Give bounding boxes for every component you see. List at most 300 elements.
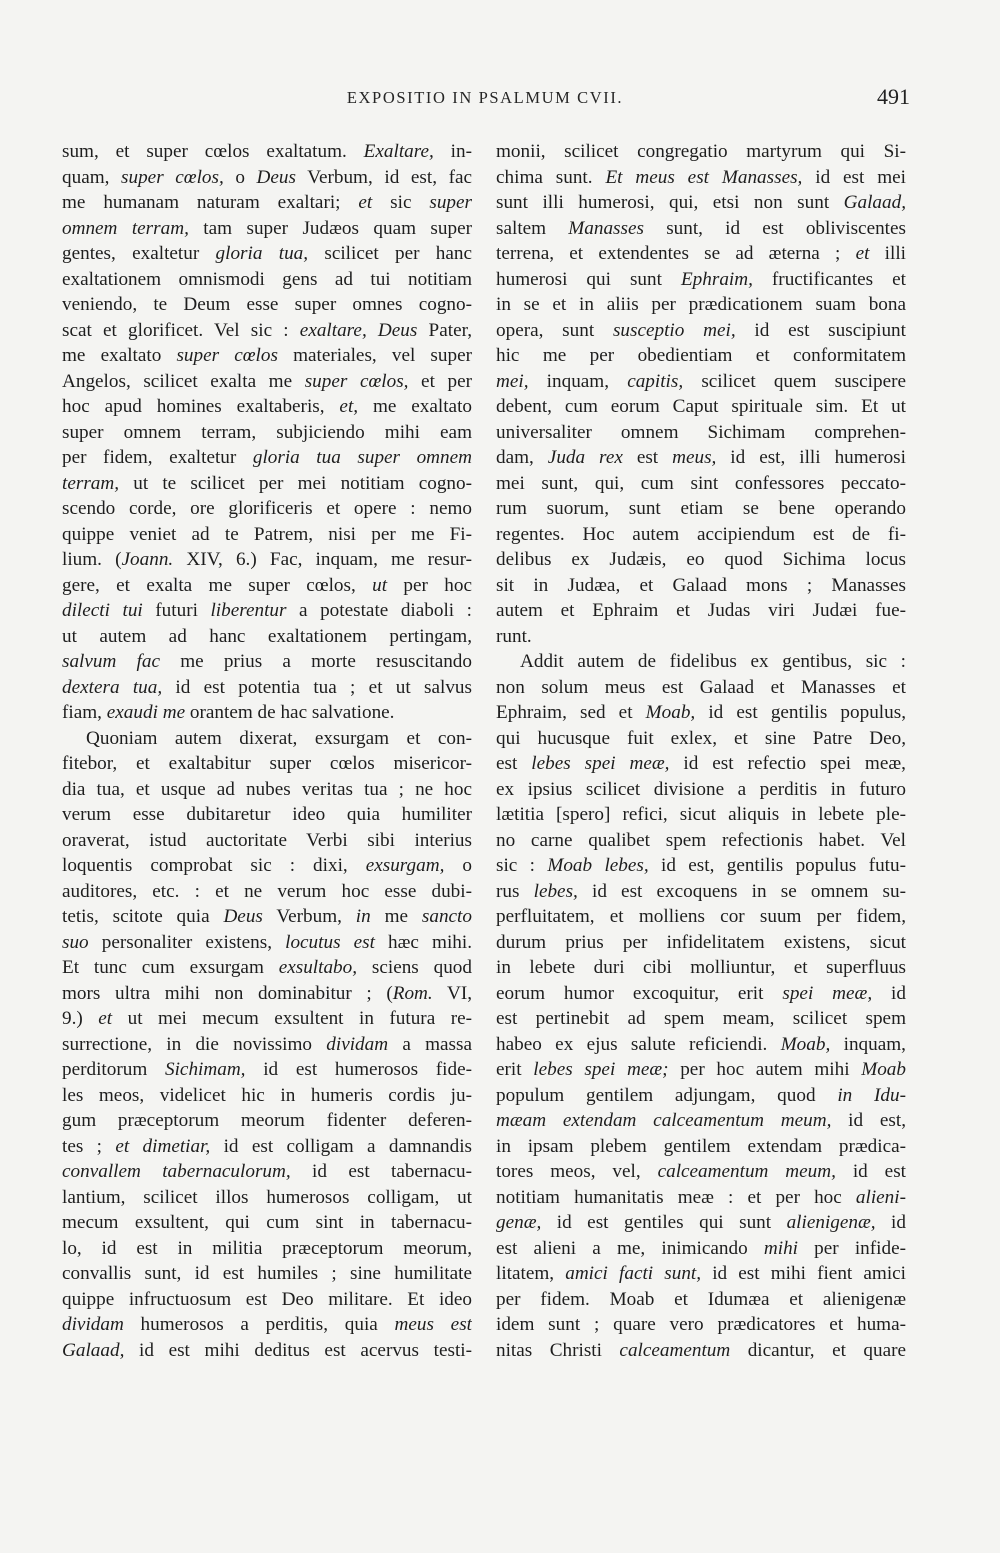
text-line bbox=[496, 216, 906, 242]
italic-text: Galaad, bbox=[62, 1339, 125, 1361]
text-line bbox=[496, 267, 906, 293]
italic-text: et bbox=[855, 243, 870, 264]
text-segment: lo, id est in militia præceptorum meorum, bbox=[62, 1237, 472, 1259]
running-title: EXPOSITIO IN PSALMUM CVII. bbox=[346, 88, 624, 107]
italic-text: genæ, bbox=[496, 1212, 542, 1233]
text-segment: debent, cum eorum Caput spirituale sim. Et ut bbox=[496, 396, 906, 417]
text-segment: id est gentiles qui sunt bbox=[541, 1212, 787, 1233]
text-segment: id est bbox=[835, 1161, 906, 1182]
text-segment: regentes. Hoc autem accipiendum est de fi- bbox=[496, 523, 906, 545]
text-segment: materiales, vel super bbox=[277, 345, 472, 366]
text-segment: personaliter existens, bbox=[88, 931, 286, 953]
text-segment: id bbox=[872, 982, 906, 1004]
italic-text: Sichimam, bbox=[165, 1059, 246, 1080]
text-line bbox=[496, 420, 906, 446]
text-segment: orantem de hac salvatione. bbox=[185, 702, 395, 723]
text-line bbox=[62, 343, 472, 369]
text-line bbox=[496, 190, 906, 216]
italic-text: meus, bbox=[672, 447, 717, 468]
text-segment: id est gentilis populus, bbox=[695, 702, 906, 723]
text-segment: scilicet quem suscipere bbox=[683, 370, 906, 392]
text-segment: populum gentilem adjungam, quod bbox=[496, 1084, 838, 1106]
italic-text: convallem tabernaculorum, bbox=[62, 1161, 291, 1182]
text-segment: humerosos a perditis, quia bbox=[123, 1314, 395, 1335]
text-segment: ut te scilicet per mei notitiam cogno- bbox=[119, 472, 472, 494]
text-line bbox=[496, 598, 906, 624]
text-line bbox=[62, 1261, 472, 1287]
text-segment: autem et Ephraim et Judas viri Judæi fue- bbox=[496, 600, 906, 621]
text-segment: me exaltato bbox=[358, 396, 472, 417]
text-line bbox=[496, 165, 906, 191]
text-segment: Verbum, bbox=[262, 906, 356, 927]
italic-text: exsurgam, bbox=[365, 855, 445, 876]
text-segment: id est mihi deditus est acervus testi- bbox=[124, 1339, 472, 1361]
text-segment: Addit autem de fidelibus ex gentibus, sic : bbox=[520, 651, 906, 672]
italic-text: alienigenæ, bbox=[786, 1212, 876, 1233]
text-line bbox=[496, 802, 906, 828]
text-segment: illi bbox=[869, 243, 906, 264]
text-line bbox=[496, 343, 906, 369]
text-segment: qui hucusque fuit exlex, et sine Patre Deo, bbox=[496, 727, 906, 749]
italic-text: sancto bbox=[421, 906, 472, 927]
text-segment: sunt, id est obliviscentes bbox=[643, 217, 906, 239]
italic-text: dilecti tui bbox=[62, 600, 143, 621]
text-segment: Et tunc cum exsurgam bbox=[62, 957, 279, 978]
page-number: 491 bbox=[877, 84, 910, 109]
text-segment: verum esse dubitaretur ideo quia humiliter bbox=[62, 804, 472, 825]
italic-text: super cœlos, bbox=[304, 370, 409, 392]
text-segment: hæc mihi. bbox=[374, 931, 472, 953]
text-line bbox=[496, 879, 906, 905]
text-segment: surrectione, in die novissimo bbox=[62, 1033, 327, 1055]
text-segment: id est, illi humerosi bbox=[716, 447, 906, 468]
text-segment: sunt illi humerosi, qui, etsi non sunt bbox=[496, 192, 844, 213]
italic-text: meus est bbox=[394, 1314, 472, 1335]
italic-text: Deus bbox=[256, 166, 296, 188]
italic-text: lebes spei meæ; bbox=[533, 1059, 669, 1080]
text-line bbox=[496, 675, 906, 701]
text-segment: super omnem terram, subjiciendo mihi eam bbox=[62, 421, 472, 443]
text-line bbox=[62, 598, 472, 624]
text-segment: gum præceptorum meorum fidenter deferen- bbox=[62, 1110, 472, 1131]
italic-text: capitis, bbox=[627, 370, 684, 392]
text-line bbox=[496, 700, 906, 726]
text-line bbox=[62, 828, 472, 854]
italic-text: dividam bbox=[62, 1314, 124, 1335]
text-segment: loquentis comprobat sic : dixi, bbox=[62, 855, 366, 876]
italic-text: Et meus est Manasses, bbox=[605, 166, 803, 188]
italic-text: Deus bbox=[223, 906, 263, 927]
text-segment: est bbox=[496, 753, 532, 774]
text-line bbox=[496, 139, 906, 165]
italic-text: Manasses bbox=[568, 217, 644, 239]
italic-text: exaltare, Deus bbox=[299, 319, 418, 341]
text-line bbox=[62, 1338, 472, 1364]
text-line bbox=[62, 981, 472, 1007]
text-line bbox=[62, 139, 472, 165]
text-line bbox=[62, 318, 472, 344]
text-segment: lium. ( bbox=[62, 549, 122, 570]
text-line bbox=[496, 930, 906, 956]
italic-text: super cœlos, bbox=[121, 166, 224, 188]
text-line bbox=[496, 1108, 906, 1134]
text-line bbox=[496, 394, 906, 420]
text-segment: me bbox=[370, 906, 422, 927]
text-segment: id est, bbox=[831, 1110, 906, 1131]
italic-text: susceptio mei, bbox=[612, 319, 736, 341]
text-segment: veniendo, te Deum esse super omnes cogno- bbox=[62, 294, 472, 315]
text-line bbox=[62, 522, 472, 548]
text-segment: universaliter omnem Sichimam comprehen- bbox=[496, 421, 906, 443]
text-line bbox=[62, 751, 472, 777]
text-segment: hic me per obedientiam et conformitatem bbox=[496, 345, 906, 366]
text-line bbox=[496, 496, 906, 522]
text-line bbox=[496, 573, 906, 599]
italic-text: liberentur bbox=[210, 600, 287, 621]
text-segment: chima sunt. bbox=[496, 166, 606, 188]
text-column-left bbox=[62, 139, 472, 1363]
text-segment: in- bbox=[433, 141, 472, 162]
italic-text: in Idu- bbox=[837, 1084, 906, 1106]
italic-text: Joann. bbox=[121, 549, 174, 570]
text-segment: sic : bbox=[496, 855, 548, 876]
italic-text: lebes, bbox=[533, 880, 578, 902]
text-line bbox=[62, 1185, 472, 1211]
text-line bbox=[496, 624, 906, 650]
text-line bbox=[62, 445, 472, 471]
text-segment: id est refectio spei meæ, bbox=[669, 753, 906, 774]
text-segment: quippe veniet ad te Patrem, nisi per me Fi- bbox=[62, 523, 472, 545]
text-line bbox=[496, 471, 906, 497]
text-segment: a potestate diaboli : bbox=[286, 600, 472, 621]
text-segment: XIV, 6.) Fac, inquam, me resur- bbox=[173, 549, 472, 570]
text-line bbox=[496, 1236, 906, 1262]
italic-text: et dimetiar, bbox=[115, 1135, 211, 1157]
text-line bbox=[496, 1287, 906, 1313]
italic-text: Ephraim, bbox=[680, 268, 753, 290]
text-segment: gentes, exaltetur bbox=[62, 243, 216, 264]
text-line bbox=[62, 292, 472, 318]
text-line bbox=[62, 879, 472, 905]
text-line bbox=[496, 981, 906, 1007]
text-segment: dia tua, et usque ad nubes veritas tua ; ne hoc bbox=[62, 778, 472, 800]
italic-text: spei meæ, bbox=[782, 982, 873, 1004]
text-segment: non solum meus est Galaad et Manasses et bbox=[496, 676, 906, 698]
text-line bbox=[62, 1210, 472, 1236]
text-segment: fructificantes et bbox=[752, 268, 906, 290]
text-segment: per infide- bbox=[798, 1237, 906, 1259]
text-line bbox=[62, 573, 472, 599]
text-segment: futuri bbox=[142, 600, 211, 621]
text-segment: convallis sunt, id est humiles ; sine humilitate bbox=[62, 1263, 472, 1284]
text-segment: gere, et exalta me super cœlos, bbox=[62, 574, 373, 596]
text-line bbox=[62, 471, 472, 497]
italic-text: super bbox=[429, 192, 472, 213]
italic-text: mæam extendam calceamentum meum, bbox=[496, 1110, 832, 1131]
text-segment: quam, bbox=[62, 166, 122, 188]
text-line bbox=[62, 420, 472, 446]
text-line bbox=[62, 1287, 472, 1313]
text-segment: idem sunt ; quare vero prædicatores et huma- bbox=[496, 1314, 906, 1335]
text-segment: sit in Judæa, et Galaad mons ; Manasses bbox=[496, 574, 906, 596]
text-segment: per fidem. Moab et Idumæa et alienigenæ bbox=[496, 1288, 906, 1310]
text-segment: tetis, scitote quia bbox=[62, 906, 224, 927]
text-line bbox=[496, 1006, 906, 1032]
text-segment: inquam, bbox=[528, 370, 628, 392]
text-segment: sum, et super cœlos exaltatum. bbox=[62, 141, 364, 162]
italic-text: salvum fac bbox=[62, 651, 160, 672]
italic-text: Galaad, bbox=[843, 192, 906, 213]
text-segment: delibus ex Judæis, eo quod Sichima locus bbox=[496, 549, 906, 570]
italic-text: dextera tua, bbox=[62, 676, 163, 698]
text-segment: mors ultra mihi non dominabitur ; ( bbox=[62, 982, 393, 1004]
text-segment: VI, bbox=[432, 982, 472, 1004]
text-line bbox=[62, 1159, 472, 1185]
text-segment: sciens quod bbox=[357, 957, 472, 978]
text-segment: Quoniam autem dixerat, exsurgam et con- bbox=[86, 727, 472, 749]
running-head bbox=[60, 84, 910, 114]
italic-text: dividam bbox=[326, 1033, 389, 1055]
italic-text: calceamentum bbox=[619, 1339, 731, 1361]
text-line bbox=[62, 930, 472, 956]
text-line bbox=[62, 496, 472, 522]
text-line bbox=[496, 1032, 906, 1058]
text-segment: hoc apud homines exaltaberis, bbox=[62, 396, 340, 417]
text-line bbox=[496, 1338, 906, 1364]
text-segment: habeo ex ejus salute reficiendi. bbox=[496, 1033, 781, 1055]
text-segment: per hoc bbox=[387, 574, 472, 596]
text-segment: me humanam naturam exaltari; bbox=[62, 192, 359, 213]
text-segment: id est tabernacu- bbox=[290, 1161, 472, 1182]
text-segment: terrena, et extendentes se ad æterna ; bbox=[496, 243, 856, 264]
text-segment: per hoc autem mihi bbox=[668, 1059, 862, 1080]
text-line bbox=[496, 1057, 906, 1083]
text-segment: lætitia [spero] refici, sicut aliquis in lebete ple- bbox=[496, 804, 906, 825]
italic-text: mihi bbox=[763, 1237, 798, 1259]
text-line bbox=[62, 853, 472, 879]
italic-text: Juda rex bbox=[547, 447, 623, 468]
italic-text: exaudi me bbox=[106, 702, 186, 723]
text-segment: no carne qualibet spem refectionis habet. Vel bbox=[496, 829, 906, 851]
text-line bbox=[496, 1312, 906, 1338]
text-line bbox=[496, 751, 906, 777]
text-line bbox=[62, 1236, 472, 1262]
italic-text: in bbox=[355, 906, 371, 927]
italic-text: terram, bbox=[62, 472, 120, 494]
text-segment: in lebete duri cibi molliuntur, et superfluus bbox=[496, 957, 906, 978]
text-segment: runt. bbox=[496, 625, 532, 647]
text-line bbox=[62, 1006, 472, 1032]
text-line bbox=[496, 318, 906, 344]
italic-text: calceamentum meum, bbox=[657, 1161, 836, 1182]
text-segment: mecum exsultent, qui cum sint in tabernacu- bbox=[62, 1212, 472, 1233]
italic-text: Moab bbox=[861, 1059, 906, 1080]
italic-text: gloria tua super omnem bbox=[252, 447, 472, 468]
text-segment: id est mei bbox=[802, 166, 906, 188]
italic-text: Exaltare, bbox=[363, 141, 434, 162]
text-segment: les meos, videlicet hic in humeris cordis ju- bbox=[62, 1084, 472, 1106]
text-segment: est bbox=[622, 447, 673, 468]
text-segment: oraverat, istud auctoritate Verbi sibi interius bbox=[62, 829, 472, 851]
text-segment: in ipsam plebem gentilem extendam prædica- bbox=[496, 1135, 906, 1157]
text-segment: ex ipsius scilicet divisione a perditis in futuro bbox=[496, 778, 906, 800]
text-segment: id bbox=[875, 1212, 906, 1233]
text-segment: per fidem, exaltetur bbox=[62, 447, 253, 468]
italic-text: alieni- bbox=[855, 1186, 906, 1208]
text-line bbox=[62, 649, 472, 675]
italic-text: mei, bbox=[496, 370, 529, 392]
italic-text: Moab lebes, bbox=[547, 855, 649, 876]
text-column-right bbox=[496, 139, 906, 1363]
text-segment: 9.) bbox=[62, 1008, 99, 1029]
italic-text: gloria tua, bbox=[215, 243, 309, 264]
text-segment: opera, sunt bbox=[496, 319, 613, 341]
text-segment: Ephraim, sed et bbox=[496, 702, 646, 723]
text-line bbox=[496, 445, 906, 471]
italic-text: et bbox=[98, 1008, 113, 1029]
text-line bbox=[62, 165, 472, 191]
text-segment: est alieni a me, inimicando bbox=[496, 1237, 764, 1259]
text-line bbox=[496, 649, 906, 675]
text-line bbox=[496, 1159, 906, 1185]
italic-text: lebes spei meæ, bbox=[531, 753, 670, 774]
text-segment: saltem bbox=[496, 217, 569, 239]
text-line bbox=[62, 190, 472, 216]
text-line bbox=[496, 369, 906, 395]
text-line bbox=[62, 955, 472, 981]
text-segment: tam super Judæos quam super bbox=[188, 217, 472, 239]
text-line bbox=[496, 1134, 906, 1160]
text-segment: lantium, scilicet illos humerosos colligam, ut bbox=[62, 1186, 472, 1208]
text-line bbox=[62, 777, 472, 803]
text-line bbox=[62, 216, 472, 242]
italic-text: et bbox=[358, 192, 373, 213]
italic-text: et, bbox=[339, 396, 359, 417]
text-segment: dam, bbox=[496, 447, 548, 468]
text-line bbox=[496, 547, 906, 573]
text-segment: id est, gentilis populus futu- bbox=[648, 855, 906, 876]
text-segment: id est suscipiunt bbox=[735, 319, 906, 341]
text-segment: auditores, etc. : et ne verum hoc esse dubi- bbox=[62, 880, 472, 902]
text-segment: notitiam humanitatis meæ : et per hoc bbox=[496, 1186, 856, 1208]
text-segment: ut mei mecum exsultent in futura re- bbox=[112, 1008, 472, 1029]
text-segment: exaltationem omnismodi gens ad tui notitiam bbox=[62, 268, 472, 290]
text-segment: id est mihi fient amici bbox=[701, 1263, 906, 1284]
text-line bbox=[62, 1032, 472, 1058]
text-line bbox=[496, 241, 906, 267]
text-segment: id est excoquens in se omnem su- bbox=[577, 880, 906, 902]
text-line bbox=[496, 955, 906, 981]
text-line bbox=[62, 241, 472, 267]
text-segment: fitebor, et exaltabitur super cœlos misericor- bbox=[62, 753, 472, 774]
text-segment: sic bbox=[372, 192, 430, 213]
text-segment: ut autem ad hanc exaltationem pertingam, bbox=[62, 625, 472, 647]
text-segment: me prius a morte resuscitando bbox=[160, 651, 472, 672]
text-line bbox=[496, 904, 906, 930]
italic-text: Moab, bbox=[780, 1033, 831, 1055]
text-segment: est pertinebit ad spem meam, scilicet spem bbox=[496, 1008, 906, 1029]
italic-text: omnem terram, bbox=[62, 217, 189, 239]
text-segment: inquam, bbox=[830, 1033, 906, 1055]
italic-text: exsultabo, bbox=[278, 957, 358, 978]
italic-text: ut bbox=[372, 574, 388, 596]
text-segment: mei sunt, qui, cum sint confessores peccato- bbox=[496, 472, 906, 494]
text-line bbox=[62, 802, 472, 828]
text-segment: erit bbox=[496, 1059, 534, 1080]
italic-text: locutus est bbox=[285, 931, 375, 953]
text-segment: me exaltato bbox=[62, 345, 177, 366]
text-segment: id est humerosos fide- bbox=[245, 1059, 472, 1080]
text-line bbox=[62, 267, 472, 293]
text-segment: o bbox=[223, 166, 257, 188]
text-line bbox=[496, 828, 906, 854]
text-line bbox=[62, 1134, 472, 1160]
text-line bbox=[496, 726, 906, 752]
text-segment: Angelos, scilicet exalta me bbox=[62, 370, 305, 392]
text-line bbox=[496, 1083, 906, 1109]
text-segment: dicantur, et quare bbox=[730, 1339, 906, 1361]
text-segment: rum suorum, sunt etiam se bene operando bbox=[496, 498, 906, 519]
text-line bbox=[62, 547, 472, 573]
text-line bbox=[496, 777, 906, 803]
italic-text: Rom. bbox=[392, 982, 433, 1004]
text-segment: monii, scilicet congregatio martyrum qui Si- bbox=[496, 141, 906, 162]
text-segment: scilicet per hanc bbox=[308, 243, 472, 264]
text-segment: humerosi qui sunt bbox=[496, 268, 681, 290]
text-line bbox=[62, 1312, 472, 1338]
text-segment: quippe infructuosum est Deo militare. Et ideo bbox=[62, 1288, 472, 1310]
text-segment: fiam, bbox=[62, 702, 107, 723]
text-segment: id est colligam a damnandis bbox=[210, 1135, 472, 1157]
text-segment: id est potentia tua ; et ut salvus bbox=[162, 676, 472, 698]
text-line bbox=[496, 1185, 906, 1211]
text-line bbox=[496, 853, 906, 879]
text-line bbox=[62, 700, 472, 726]
text-line bbox=[62, 1057, 472, 1083]
italic-text: amici facti sunt, bbox=[565, 1263, 702, 1284]
italic-text: suo bbox=[62, 931, 89, 953]
text-segment: scendo corde, ore glorificeris et opere : nemo bbox=[62, 498, 472, 519]
text-line bbox=[496, 1210, 906, 1236]
text-segment: perditorum bbox=[62, 1059, 165, 1080]
text-line bbox=[62, 1083, 472, 1109]
text-line bbox=[496, 292, 906, 318]
text-segment: in se et in aliis per prædicationem suam bona bbox=[496, 294, 906, 315]
text-line bbox=[62, 1108, 472, 1134]
text-segment: et per bbox=[408, 370, 472, 392]
text-segment: Pater, bbox=[417, 319, 472, 341]
italic-text: Moab, bbox=[645, 702, 696, 723]
text-line bbox=[496, 522, 906, 548]
text-line bbox=[62, 726, 472, 752]
text-line bbox=[62, 675, 472, 701]
italic-text: super cœlos bbox=[176, 345, 278, 366]
text-line bbox=[62, 624, 472, 650]
text-segment: rus bbox=[496, 880, 534, 902]
text-segment: litatem, bbox=[496, 1263, 566, 1284]
text-segment: nitas Christi bbox=[496, 1339, 620, 1361]
text-segment: perfluitatem, et molliens cor suum per fidem, bbox=[496, 906, 906, 927]
text-segment: tes ; bbox=[62, 1135, 116, 1157]
text-line bbox=[62, 904, 472, 930]
text-segment: tores meos, vel, bbox=[496, 1161, 658, 1182]
text-segment: durum prius per infidelitatem existens, sicut bbox=[496, 931, 906, 953]
text-segment: scat et glorificet. Vel sic : bbox=[62, 319, 300, 341]
text-line bbox=[496, 1261, 906, 1287]
text-segment: a massa bbox=[388, 1033, 472, 1055]
text-line bbox=[62, 369, 472, 395]
text-segment: eorum humor excoquitur, erit bbox=[496, 982, 783, 1004]
